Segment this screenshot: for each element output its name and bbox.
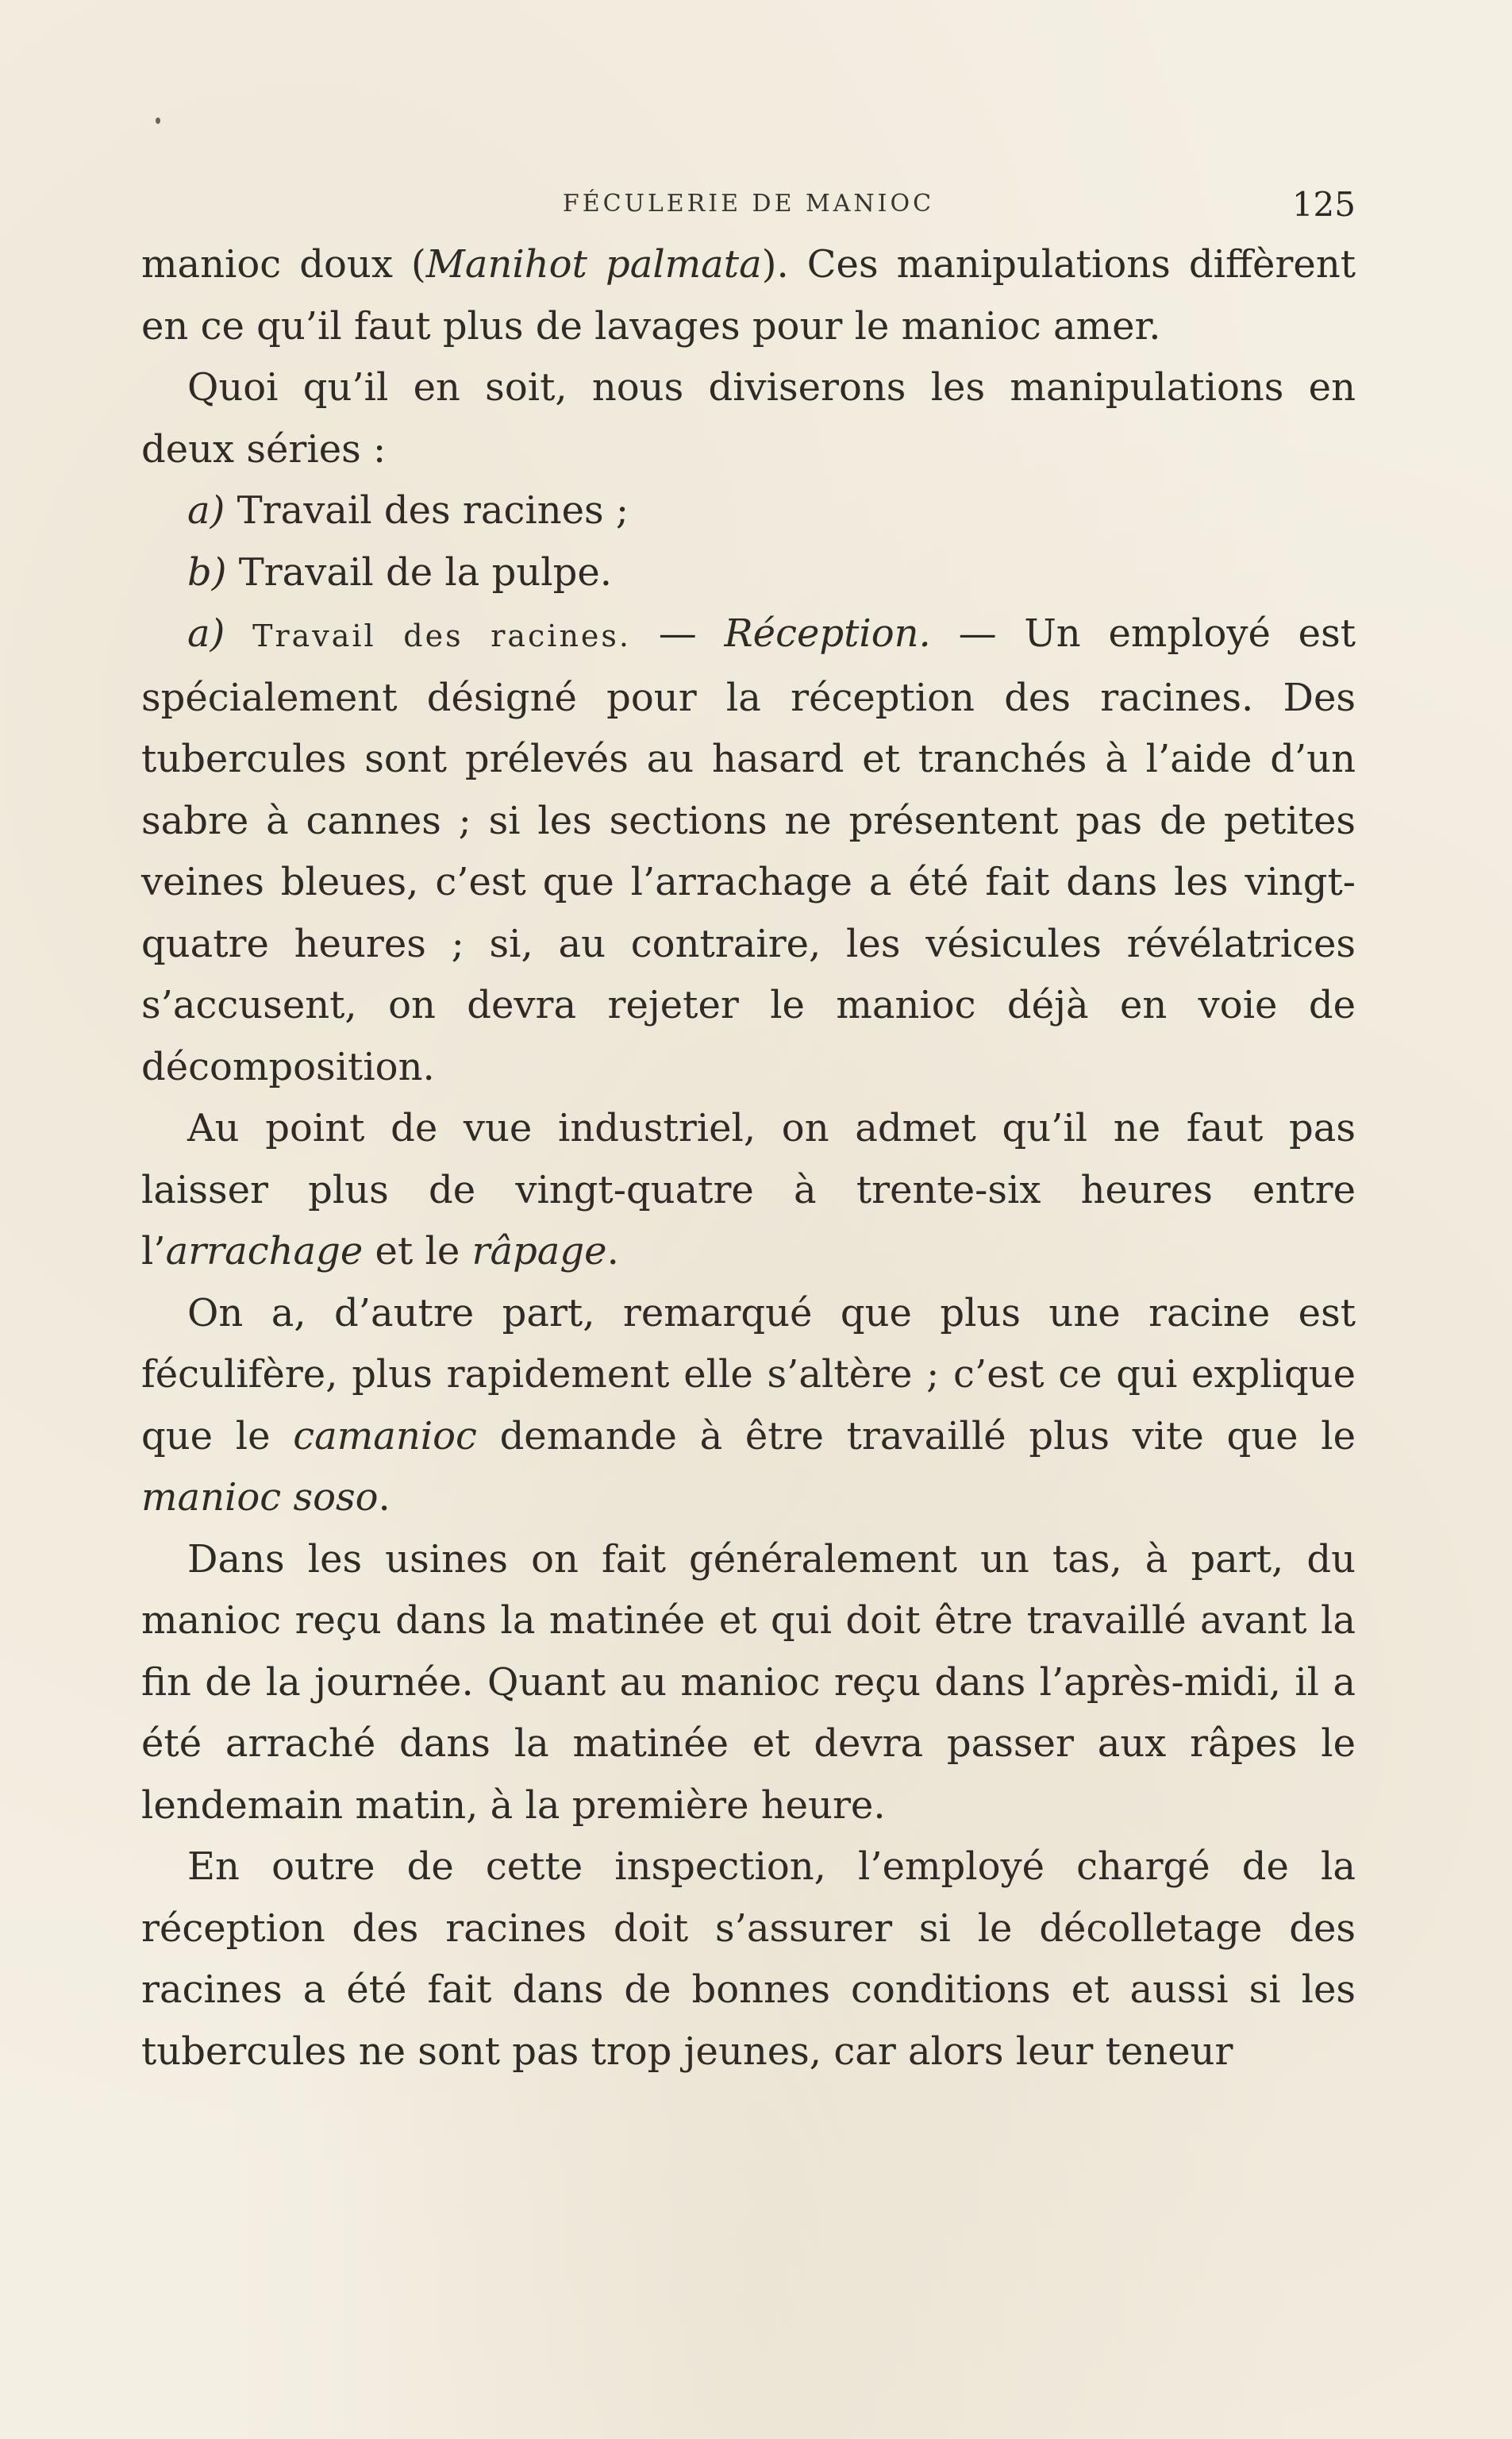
paragraph-5 xyxy=(141,1283,1356,1529)
paragraph-2: Quoi qu’il en soit, nous diviserons les manipulations en deux séries : xyxy=(141,365,1356,472)
paragraph-1 xyxy=(141,234,1356,357)
p3-text: Un employé est spécialement désigné pour la réception des racines. Des tubercules sont prélevés au hasard et tranchés à l’aide d’un sabre à cannes ; si les sections ne présentent pas de petites veines bleues, c’est que l’arrachage a été fait dans les vingt-quatre heures ; si, au contraire, les vésicules révélatrices s’accusent, on devra rejeter le manioc déjà en voie de décomposition. xyxy=(141,611,1356,1089)
section-subheading: Réception. xyxy=(724,611,931,656)
section-heading: Travail des racines. xyxy=(252,618,631,653)
section-marker: a) xyxy=(187,611,225,656)
book-page xyxy=(141,179,1356,2083)
running-head xyxy=(141,179,1356,234)
p5-text-c: demande à être travaillé plus vite que le xyxy=(476,1413,1356,1458)
p4-term-arrachage: arrachage xyxy=(165,1229,364,1273)
list-marker-b: b) xyxy=(187,549,227,595)
list-text-b: Travail de la pulpe. xyxy=(238,549,612,595)
list-item-b xyxy=(141,542,1356,604)
p1-latin-name: Manihot palmata xyxy=(425,242,762,287)
p4-text-c: et le xyxy=(363,1229,472,1273)
list-item-a xyxy=(141,480,1356,542)
running-title: FÉCULERIE DE MANIOC xyxy=(562,190,935,218)
p4-text-e: . xyxy=(606,1229,619,1273)
p4-text-a: Au point de vue industriel, on admet qu’il ne faut pas laisser plus de vingt-quatre à trente-six heures entre l’ xyxy=(141,1106,1356,1273)
page-number: 125 xyxy=(1291,185,1356,224)
p5-term-manioc-soso: manioc soso xyxy=(141,1475,379,1520)
paragraph-6: Dans les usines on fait généralement un tas, à part, du manioc reçu dans la matinée et qui doit être travaillé avant la fin de la journée. Quant au manioc reçu dans l’après-midi, il a été arraché dans la matinée et devra passer aux râpes le lendemain matin, à la première heure. xyxy=(141,1536,1356,1828)
p5-text-a: On a, d’autre part, remarqué que plus une racine est féculifère, plus rapidement elle s’altère ; c’est ce qui explique que le xyxy=(141,1290,1356,1458)
p1-text-c: ). Ces manipulations diffèrent en ce qu’il faut plus de lavages pour le manioc amer. xyxy=(141,242,1356,349)
p1-text-a: manioc doux ( xyxy=(141,242,426,287)
p5-text-e: . xyxy=(378,1475,391,1520)
body-text xyxy=(141,234,1356,2083)
list-text-a: Travail des racines ; xyxy=(237,488,629,533)
dash-2: — xyxy=(930,611,1025,656)
list-marker-a: a) xyxy=(187,488,225,533)
paragraph-7: En outre de cette inspection, l’employé chargé de la réception des racines doit s’assurer si le décolletage des racines a été fait dans de bonnes conditions et aussi si les tubercules ne sont pas trop jeunes, car alors leur teneur xyxy=(141,1844,1356,2074)
p4-term-rapage: râpage xyxy=(471,1229,607,1273)
p5-term-camanioc: camanioc xyxy=(293,1413,477,1458)
ink-speck xyxy=(156,118,160,124)
paragraph-4 xyxy=(141,1098,1356,1283)
paragraph-3 xyxy=(141,603,1356,1098)
dash-1: — xyxy=(631,611,725,656)
